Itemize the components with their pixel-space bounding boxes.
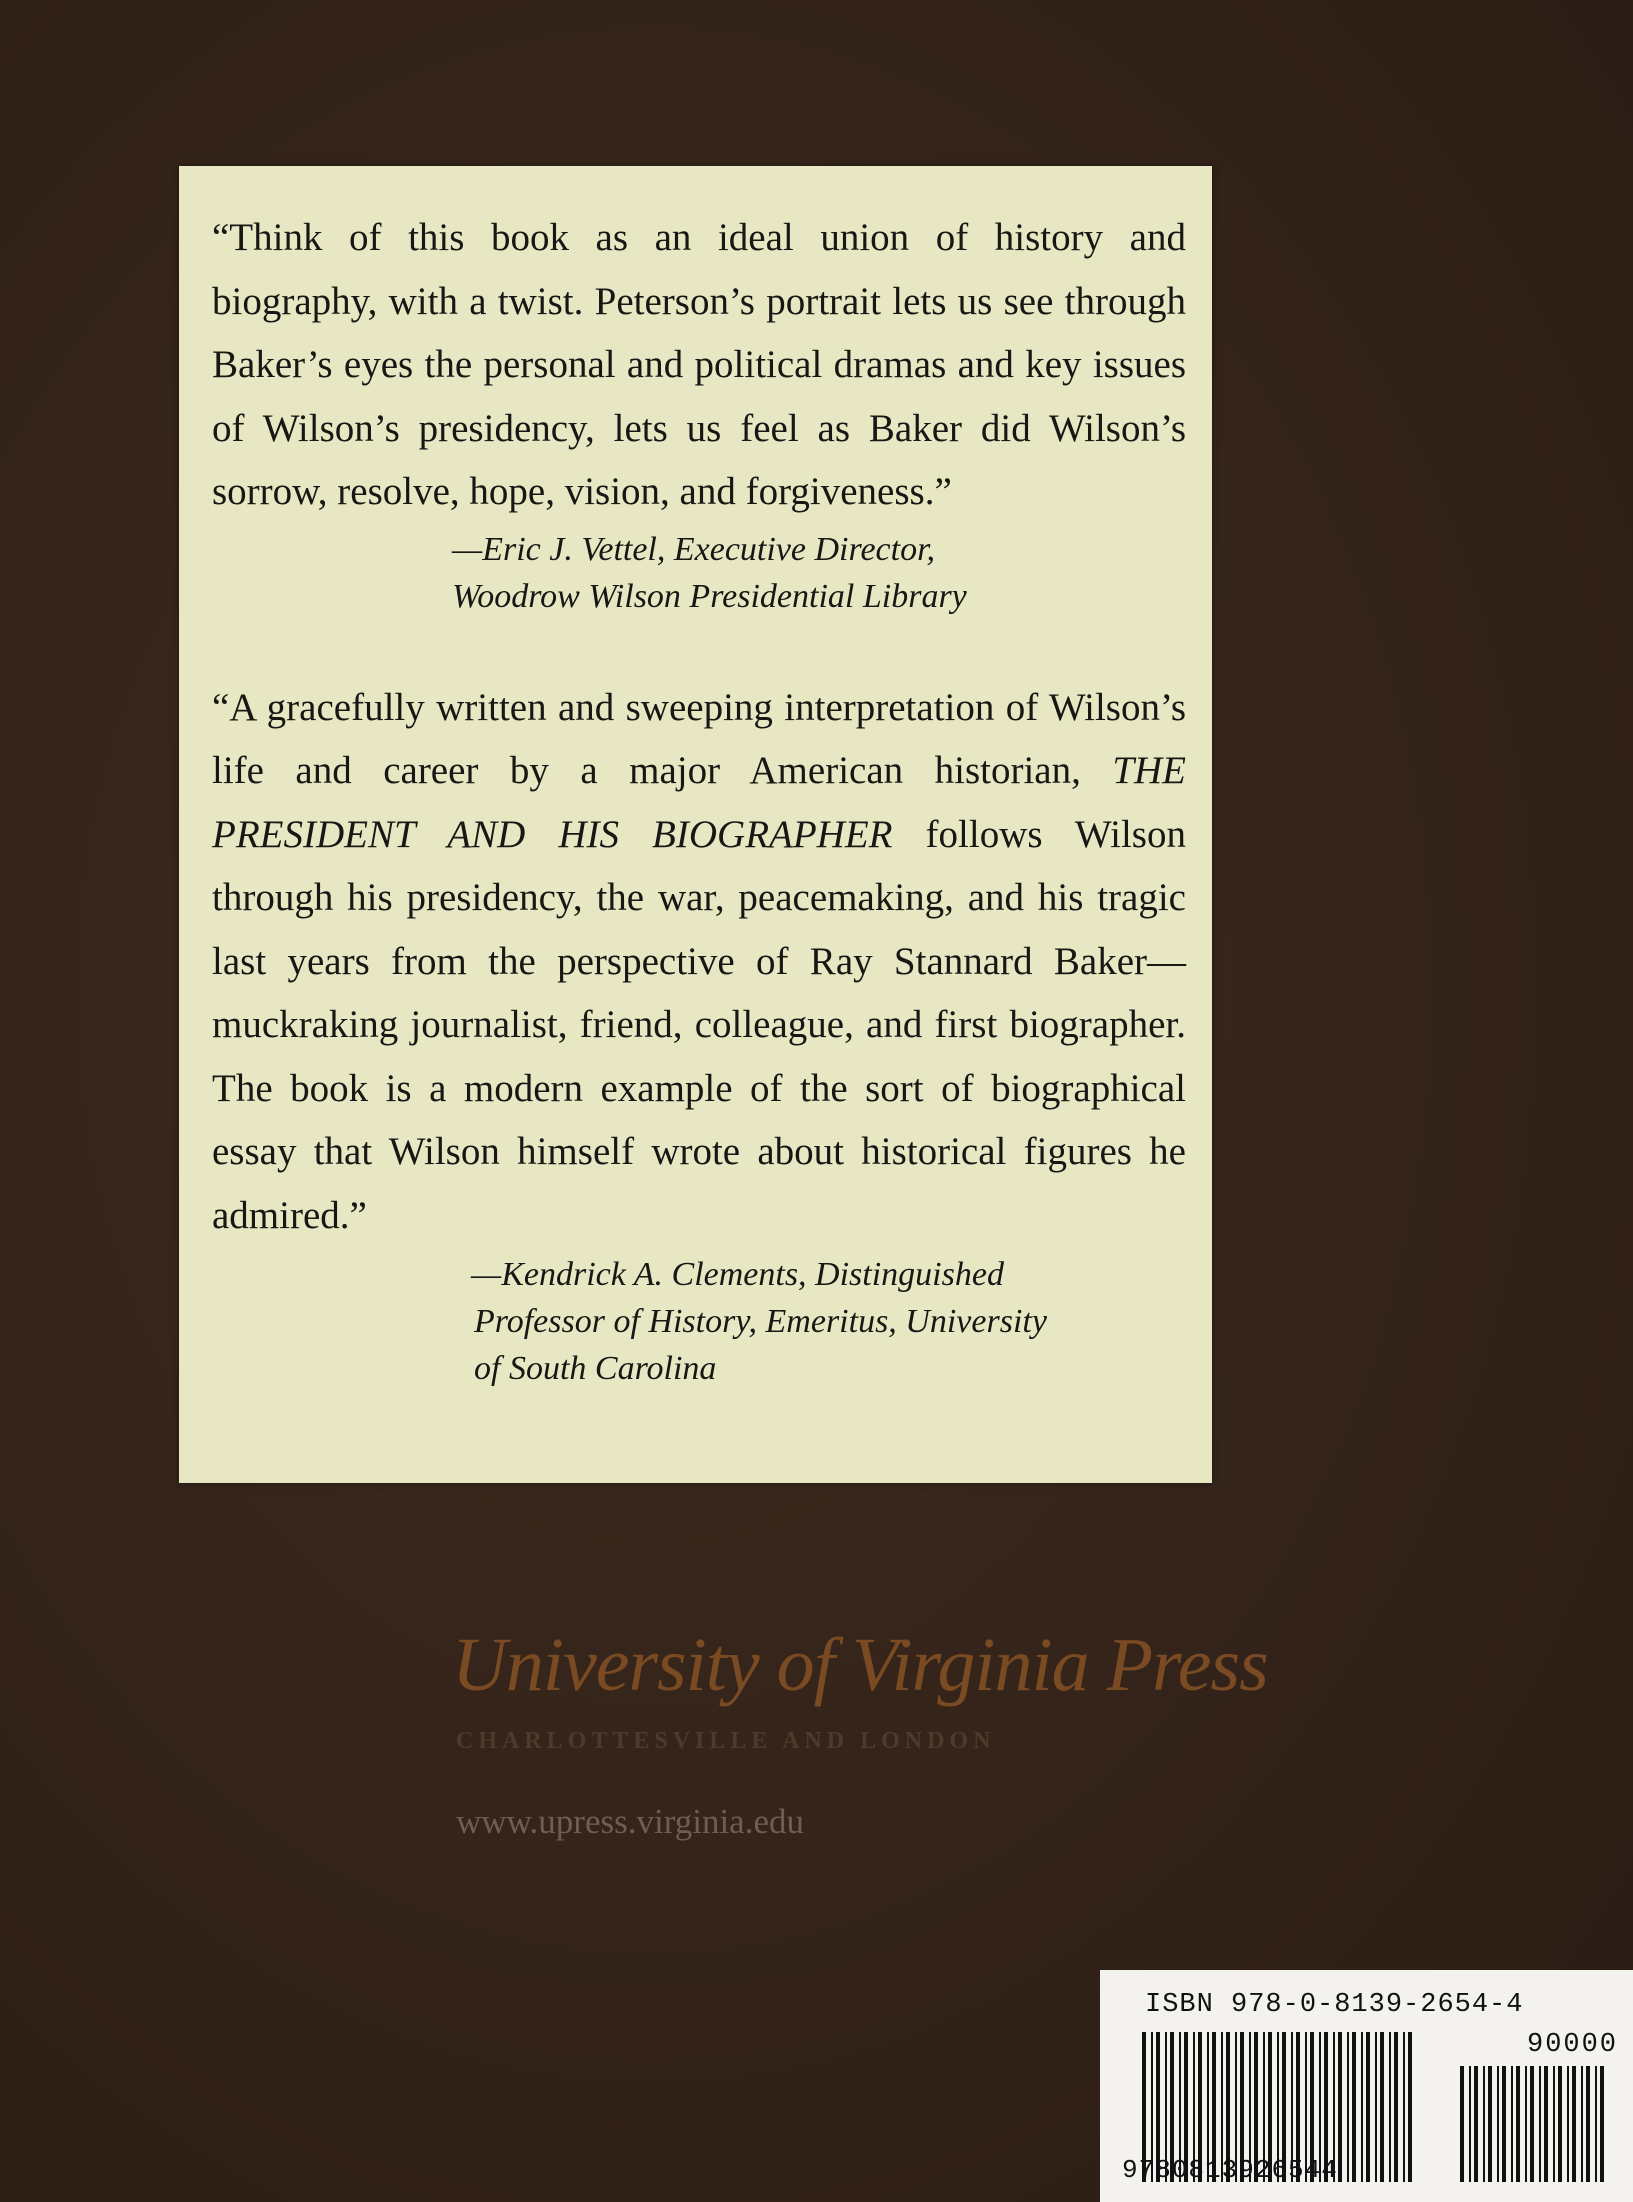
publisher-place: CHARLOTTESVILLE AND LONDON (456, 1728, 996, 1754)
ean-digits (1122, 2155, 1338, 2185)
barcode-bar (1544, 2066, 1548, 2182)
barcode-bar (1497, 2066, 1499, 2182)
quote-text: “A gracefully written and sweeping interpretation of Wilson’s life and career by a major American historian, (212, 685, 1186, 792)
price-code: 90000 (1527, 2030, 1619, 2060)
attribution-line: Woodrow Wilson Presidential Library (452, 577, 967, 615)
blurb-panel (179, 166, 1212, 1483)
ean-first-digit: 9 (1122, 2155, 1139, 2185)
barcode-bar (1389, 2032, 1391, 2182)
blurb-quote-vettel: “Think of this book as an ideal union of history and biography, with a twist. Peterson’s portrait lets us see through Baker’s eyes the personal and political dramas and key issues of Wilson’s presidency, lets us feel as Baker did Wilson’s sorrow, resolve, hope, vision, and forgiveness.” (212, 216, 1186, 513)
attribution-line: Professor of History, Emeritus, University (474, 1303, 1047, 1340)
blurb-quote-clements (212, 676, 1186, 1248)
barcode-bar (1352, 2032, 1356, 2182)
barcode-bar (1483, 2066, 1485, 2182)
barcode-bar (1375, 2032, 1377, 2182)
barcode-bar (1408, 2032, 1412, 2182)
barcode-bar (1338, 2032, 1342, 2182)
barcode-bar (1347, 2032, 1349, 2182)
barcode-bar (1567, 2066, 1569, 2182)
attribution-line: —Kendrick A. Clements, Distinguished (471, 1256, 1004, 1293)
barcode-bar (1581, 2066, 1583, 2182)
barcode-bar (1511, 2066, 1513, 2182)
barcode-bar (1516, 2066, 1520, 2182)
book-title: THE PRESIDENT AND HIS BIOGRAPHER (212, 749, 1186, 856)
blurb-attribution-clements (212, 1251, 1186, 1392)
barcode-bar (1558, 2066, 1562, 2182)
barcode-bar (1572, 2066, 1576, 2182)
quote-text: follows Wilson through his presidency, the war, peacemaking, and his tragic last years from the perspective of Ray Stannard Baker—muckraking journalist, friend, colleague, and first biographer. The book is a modern example of the sort of biographical essay that Wilson himself wrote about historical figures he admired.” (212, 812, 1186, 1237)
barcode-bar (1394, 2032, 1398, 2182)
barcode-bar (1403, 2032, 1405, 2182)
ean-left-digits: 780813 (1138, 2155, 1239, 2185)
barcode-bar (1502, 2066, 1506, 2182)
publisher-name: University of Virginia Press (452, 1623, 1268, 1707)
barcode-bar (1586, 2066, 1590, 2182)
barcode-bar (1488, 2066, 1492, 2182)
publisher-url[interactable]: www.upress.virginia.edu (456, 1802, 805, 1841)
barcode-bar (1539, 2066, 1541, 2182)
barcode-bar (1600, 2066, 1604, 2182)
barcode-bar (1361, 2032, 1363, 2182)
barcode-bar (1474, 2066, 1478, 2182)
barcode-bar (1553, 2066, 1555, 2182)
attribution-line: —Eric J. Vettel, Executive Director, (452, 530, 936, 568)
barcode-bar (1595, 2066, 1597, 2182)
barcode-bar (1525, 2066, 1527, 2182)
blurb-attribution-vettel (212, 526, 1186, 620)
barcode-bar (1530, 2066, 1534, 2182)
barcode-bar (1380, 2032, 1384, 2182)
barcode-bar (1460, 2066, 1464, 2182)
ean-right-digits: 926544 (1238, 2155, 1338, 2185)
barcode-bar (1366, 2032, 1370, 2182)
attribution-line: of South Carolina (474, 1350, 717, 1387)
barcode-box (1100, 1970, 1633, 2202)
isbn-text: ISBN 978-0-8139-2654-4 (1145, 1990, 1524, 2020)
barcode-bar (1469, 2066, 1471, 2182)
